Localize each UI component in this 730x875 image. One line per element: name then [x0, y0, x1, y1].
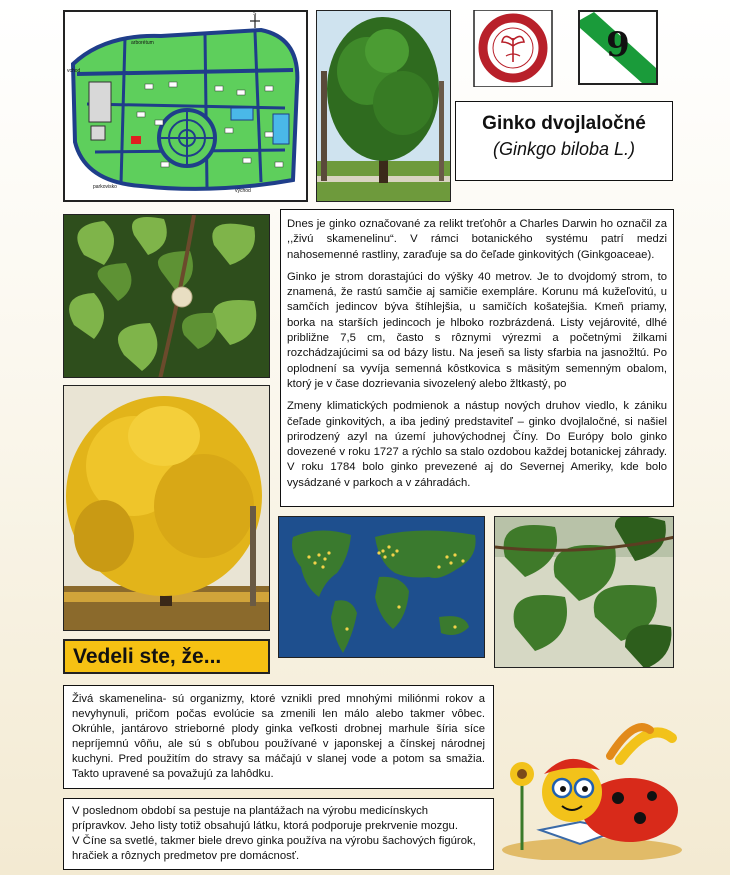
stop-number-badge	[578, 10, 658, 85]
stop-number: 9	[606, 25, 630, 65]
did-you-know-banner	[63, 639, 270, 674]
autumn-ginkgo-photo	[63, 385, 270, 631]
map-label-entrance: vchod	[67, 68, 81, 74]
fact-box-uses	[63, 798, 494, 870]
map-label-parking: parkovisko	[93, 184, 117, 190]
ladybug-mascot-illustration	[500, 700, 685, 860]
plant-latin-name: (Ginkgo biloba L.)	[492, 139, 636, 159]
description-text-box	[280, 209, 674, 507]
map-label-arboretum: arborétum	[131, 40, 154, 46]
fact-text-living-fossil: Živá skamenelina- sú organizmy, ktoré vznikli pred mnohými miliónmi rokov a nevyhynuli, pričom počas evolúcie sa zmenili len málo alebo takmer vôbec. Okrúhle, jantárovo strieborné plody ginka veľkosti drobnej marhule šíria síce nepríjemnú vôňu, ale sú s obľubou používané v japonskej a čínskej národnej kuchyni. Pred použitím do stravy sa máčajú v slanej vode a potom sa smažia. Takto upravené sa považujú za lahôdku.	[72, 693, 485, 780]
did-you-know-label: Vedeli ste, že...	[73, 645, 222, 668]
description-paragraph-2: Ginko je strom dorastajúci do výšky 40 metrov. Je to dvojdomý strom, to znamená, že rastú samčie aj samičie exempláre. Korunu má kužeľovitú, u samčích jedincov býva štíhlejšia, u samičích košatejšia. Kmeň priamy, borka na starších jedincoch je hlboko rozbrázdená. Listy vejárovité, dlhé približne 7,5 cm, často s rôznymi výrezmi a početnými žilkami rozchádzajúcimi sa od bázy listu. Na jeseň sa listy sfarbia na jasnožltú. Po oplodnení sa vyvíja semenná kôstkovica s mäsitým semenným obalom, ktorý je v čase dozrievania sivozelený alebo žltkastý, po	[287, 270, 667, 390]
svg-text:S: S	[253, 12, 257, 17]
description-paragraph-3: Zmeny klimatických podmienok a nástup nových druhov viedlo, k zániku čeľade ginkovitých, a iba jediný predstaviteľ – ginko dvojlaločné, si našiel prirodzený azyl na území juhovýchodnej Číny. Do Európy bolo ginko dovezené v roku 1727 a rýchlo sa stalo ozdobou každej botanickej záhrady. V roku 1784 bolo ginko prevezené aj do Severnej Ameriky, kde bolo vysádzané v parkoch a v záhradách.	[287, 400, 667, 489]
ginkgo-tree-photo	[316, 10, 451, 202]
ginkgo-leaves-closeup-photo	[494, 516, 674, 668]
fact-text-medicine: V poslednom období sa pestuje na plantážach na výrobu medicínskych prípravkov. Jeho listy totiž obsahujú látku, ktorá podporuje prekrvenie mozgu.	[72, 805, 458, 832]
title-box	[455, 101, 673, 181]
plant-name: Ginko dvojlaločné	[482, 113, 646, 134]
university-logo	[466, 10, 561, 87]
garden-map	[63, 10, 308, 202]
university-seal	[466, 10, 561, 87]
garden-map-drawing	[65, 12, 306, 200]
ginkgo-leaf-seed-photo	[63, 214, 270, 378]
description-paragraph-1: Dnes je ginko označované za relikt treťohôr a Charles Darwin ho označil za ,,živú skamenelinu“. V rámci botanického systému patrí medzi nahosemenné rastliny, zaraďuje sa do čeľade ginkovitých (Ginkgoaceae).	[287, 218, 667, 261]
distribution-world-map	[278, 516, 485, 658]
fact-text-wood: V Číne sa svetlé, takmer biele drevo ginka používa na výrobu šachových figúrok, hračiek a rôznych predmetov pre domácnosť.	[72, 835, 476, 862]
map-label-exit: východ	[235, 188, 251, 194]
fact-box-living-fossil	[63, 685, 494, 789]
